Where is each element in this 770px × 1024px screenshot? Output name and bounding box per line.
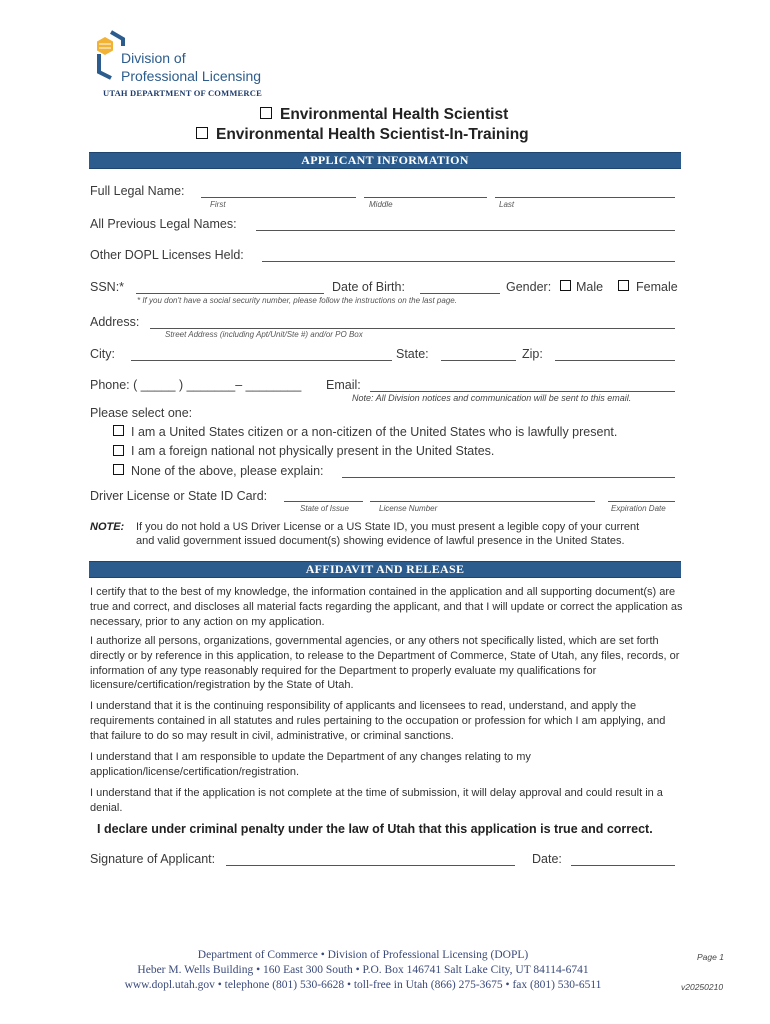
affidavit-paragraph-3: I understand that it is the continuing responsibility of applicants and licensees to read, understand, and apply the requirements contained in all statutes and rules pertaining to the occupation or profession for which I am applying, and that failure to do so may result in civil, administrative, or criminal sanctions. xyxy=(90,700,666,742)
male-checkbox[interactable] xyxy=(560,280,571,291)
title-option-2-label: Environmental Health Scientist-In-Training xyxy=(216,126,529,143)
female-checkbox[interactable] xyxy=(618,280,629,291)
last-name-field[interactable] xyxy=(495,197,675,198)
select-one-label: Please select one: xyxy=(90,406,193,420)
first-name-field[interactable] xyxy=(201,197,356,198)
dob-label: Date of Birth: xyxy=(332,280,405,294)
date-field[interactable] xyxy=(571,865,675,866)
dob-field[interactable] xyxy=(420,293,500,294)
state-label: State: xyxy=(396,347,429,361)
previous-names-label: All Previous Legal Names: xyxy=(90,217,237,231)
male-label: Male xyxy=(576,280,604,294)
license-number-field[interactable] xyxy=(370,501,595,502)
affidavit-paragraph-4: I understand that I am responsible to update the Department of any changes relating to my application/license/certification/registration. xyxy=(90,751,531,778)
address-hint: Street Address (including Apt/Unit/Ste #) and/or PO Box xyxy=(165,330,363,339)
none-of-above-checkbox[interactable] xyxy=(113,464,124,475)
applicant-section-header: APPLICANT INFORMATION xyxy=(89,152,681,169)
email-field[interactable] xyxy=(370,391,675,392)
affidavit-paragraph-5: I understand that if the application is not complete at the time of submission, it will delay approval and could result in a denial. xyxy=(90,787,663,814)
other-licenses-field[interactable] xyxy=(262,261,675,262)
note-line1: If you do not hold a US Driver License or a US State ID, you must present a legible copy of your current xyxy=(136,521,640,533)
citizen-checkbox[interactable] xyxy=(113,425,124,436)
note-line2: and valid government issued document(s) showing evidence of lawful presence in the United States. xyxy=(136,535,625,547)
middle-name-field[interactable] xyxy=(364,197,487,198)
page-number: Page 1 xyxy=(697,952,724,962)
license-label: Driver License or State ID Card: xyxy=(90,489,268,503)
ssn-note: * If you don't have a social security number, please follow the instructions on the last page. xyxy=(137,296,457,305)
dopl-logo xyxy=(93,28,303,98)
state-of-issue-field[interactable] xyxy=(284,501,363,502)
other-licenses-label: Other DOPL Licenses Held: xyxy=(90,248,244,262)
affidavit-paragraph-2: I authorize all persons, organizations, governmental agencies, or any others not specifically listed, which are set forth directly or by reference in this application, to release to the Department of Commerce, State of Utah, any files, records, or information of any type reasonably required for the Department to properly evaluate my qualifications for licensure/certification/registration by the State of Utah. xyxy=(90,635,680,692)
ssn-label: SSN:* xyxy=(90,280,125,294)
signature-label: Signature of Applicant: xyxy=(90,852,216,866)
none-option-label: None of the above, please explain: xyxy=(131,464,324,478)
signature-field[interactable] xyxy=(226,865,515,866)
explain-field[interactable] xyxy=(342,477,675,478)
zip-label: Zip: xyxy=(522,347,543,361)
address-field[interactable] xyxy=(150,328,675,329)
previous-names-field[interactable] xyxy=(256,230,675,231)
zip-field[interactable] xyxy=(555,360,675,361)
footer-line3: www.dopl.utah.gov • telephone (801) 530-6628 • toll-free in Utah (866) 275-3675 • fax (801) 530-6511 xyxy=(124,979,602,991)
ehsit-checkbox[interactable] xyxy=(196,127,208,139)
date-label: Date: xyxy=(532,852,562,866)
full-name-label: Full Legal Name: xyxy=(90,184,185,198)
affidavit-paragraph-1: I certify that to the best of my knowledge, the information contained in the application and all supporting document(s) are true and correct, and discloses all material facts regarding the applicant, and that I will update or correct the application as necessary, prior to any action on my application. xyxy=(90,586,683,628)
email-label: Email: xyxy=(326,378,361,392)
female-label: Female xyxy=(636,280,678,294)
middle-hint: Middle xyxy=(369,200,393,209)
logo-line3: UTAH DEPARTMENT OF COMMERCE xyxy=(103,88,262,98)
ehs-checkbox[interactable] xyxy=(260,107,272,119)
address-label: Address: xyxy=(90,315,140,329)
email-note: Note: All Division notices and communication will be sent to this email. xyxy=(352,393,632,403)
state-of-issue-hint: State of Issue xyxy=(300,504,349,513)
note-label: NOTE: xyxy=(90,521,125,533)
state-field[interactable] xyxy=(441,360,516,361)
expiration-hint: Expiration Date xyxy=(611,504,666,513)
foreign-national-checkbox[interactable] xyxy=(113,445,124,456)
gender-label: Gender: xyxy=(506,280,552,294)
footer-line2: Heber M. Wells Building • 160 East 300 South • P.O. Box 146741 Salt Lake City, UT 84114-6741 xyxy=(137,964,589,976)
citizen-option-label: I am a United States citizen or a non-citizen of the United States who is lawfully present. xyxy=(131,425,618,439)
title-option-1 xyxy=(260,106,508,124)
city-label: City: xyxy=(90,347,115,361)
city-field[interactable] xyxy=(131,360,392,361)
logo-line2: Professional Licensing xyxy=(121,68,262,84)
title-option-2 xyxy=(196,126,529,144)
expiration-date-field[interactable] xyxy=(608,501,675,502)
first-hint: First xyxy=(210,200,226,209)
declaration: I declare under criminal penalty under the law of Utah that this application is true and correct. xyxy=(97,822,653,836)
logo-line1: Division of xyxy=(121,50,186,66)
footer-line1: Department of Commerce • Division of Professional Licensing (DOPL) xyxy=(197,949,529,961)
phone-label[interactable]: Phone: ( _____ ) _______– ________ xyxy=(90,378,302,392)
license-number-hint: License Number xyxy=(379,504,438,513)
affidavit-section-header: AFFIDAVIT AND RELEASE xyxy=(89,561,681,578)
title-option-1-label: Environmental Health Scientist xyxy=(280,106,509,123)
ssn-field[interactable] xyxy=(136,293,324,294)
last-hint: Last xyxy=(499,200,515,209)
version-number: v20250210 xyxy=(681,982,724,992)
foreign-option-label: I am a foreign national not physically present in the United States. xyxy=(131,444,495,458)
